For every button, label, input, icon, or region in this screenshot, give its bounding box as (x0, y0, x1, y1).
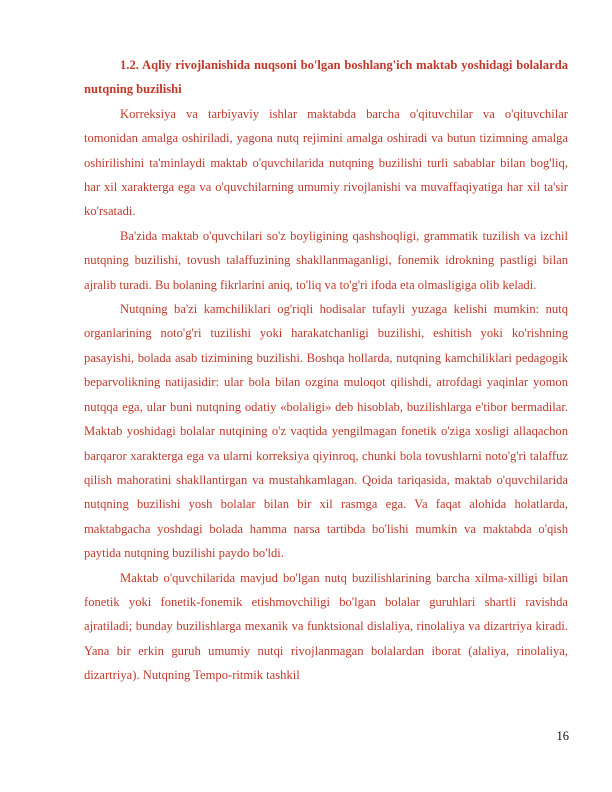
page-number: 16 (556, 729, 569, 743)
paragraph-2: Ba'zida maktab o'quvchilari so'z boyligining qashshoqligi, grammatik tuzilish va izchil nutqning buzilishi, tovush talaffuzining shakllanmaganligi, fonemik idrokning pastligi bilan ajralib turadi. Bu bolaning fikrlarini aniq, to'liq va to'g'ri ifoda eta olmasligiga olib keladi. (84, 228, 568, 292)
paragraph-3: Nutqning ba'zi kamchiliklari og'riqli hodisalar tufayli yuzaga kelishi mumkin: nutq organlarining noto'g'ri tuzilishi yoki harakatchanligi buzilishi, eshitish yoki ko'rishning pasayishi, bolada asab tizimining buzilishi. Boshqa hollarda, nutqning kamchiliklari pedagogik beparvolikning natijasidir: ular bola bilan ozgina muloqot qilishdi, atrofdagi yaqinlar yomon nutqqa ega, ular buni nutqning odatiy «bolaligi» deb hisoblab, buzilishlarga e'tibor bermadilar. Maktab yoshidagi bolalar nutqining o'z vaqtida yengilmagan fonetik o'ziga xosligi allaqachon barqaror xarakterga ega va ularni korreksiya qiyinroq, chunki bola tovushlarni noto'g'ri talaffuz qilish mahoratini shakllantirgan va mustahkamlagan. Qoida tariqasida, maktab o'quvchilarida nutqning buzilishi yosh bolalar bilan bir xil rasmga ega. Va faqat alohida holatlarda, maktabgacha yoshdagi bolada hamma narsa tartibda bo'lishi mumkin va maktabda o'qish paytida nutqning buzilishi paydo bo'ldi. (84, 302, 568, 561)
document-body (84, 53, 568, 688)
section-heading: 1.2. Aqliy rivojlanishida nuqsoni bo'lgan boshlang'ich maktab yoshidagi bolalarda nutqning buzilishi (84, 58, 568, 97)
paragraph-1: Korreksiya va tarbiyaviy ishlar maktabda barcha o'qituvchilar va o'qituvchilar tomonidan amalga oshiriladi, yagona nutq rejimini amalga oshiradi va butun tizimning amalga oshirilishini ta'minlaydi maktab o'quvchilarida nutqning buzilishi turli sabablar bilan bog'liq, har xil xarakterga ega va o'quvchilarning umumiy rivojlanishi va muvaffaqiyatiga har xil ta'sir ko'rsatadi. (84, 106, 568, 219)
paragraph-4: Maktab o'quvchilarida mavjud bo'lgan nutq buzilishlarining barcha xilma-xilligi bilan fonetik yoki fonetik-fonemik etishmovchiligi bo'lgan bolalar guruhlari shartli ravishda ajratiladi; bunday buzilishlarga mexanik va funktsional dislaliya, rinolaliya va dizartriya kiradi. Yana bir erkin guruh umumiy nutqi rivojlanmagan bolalardan iborat (alaliya, rinolaliya, dizartriya). Nutqning Tempo-ritmik tashkil (84, 570, 568, 683)
